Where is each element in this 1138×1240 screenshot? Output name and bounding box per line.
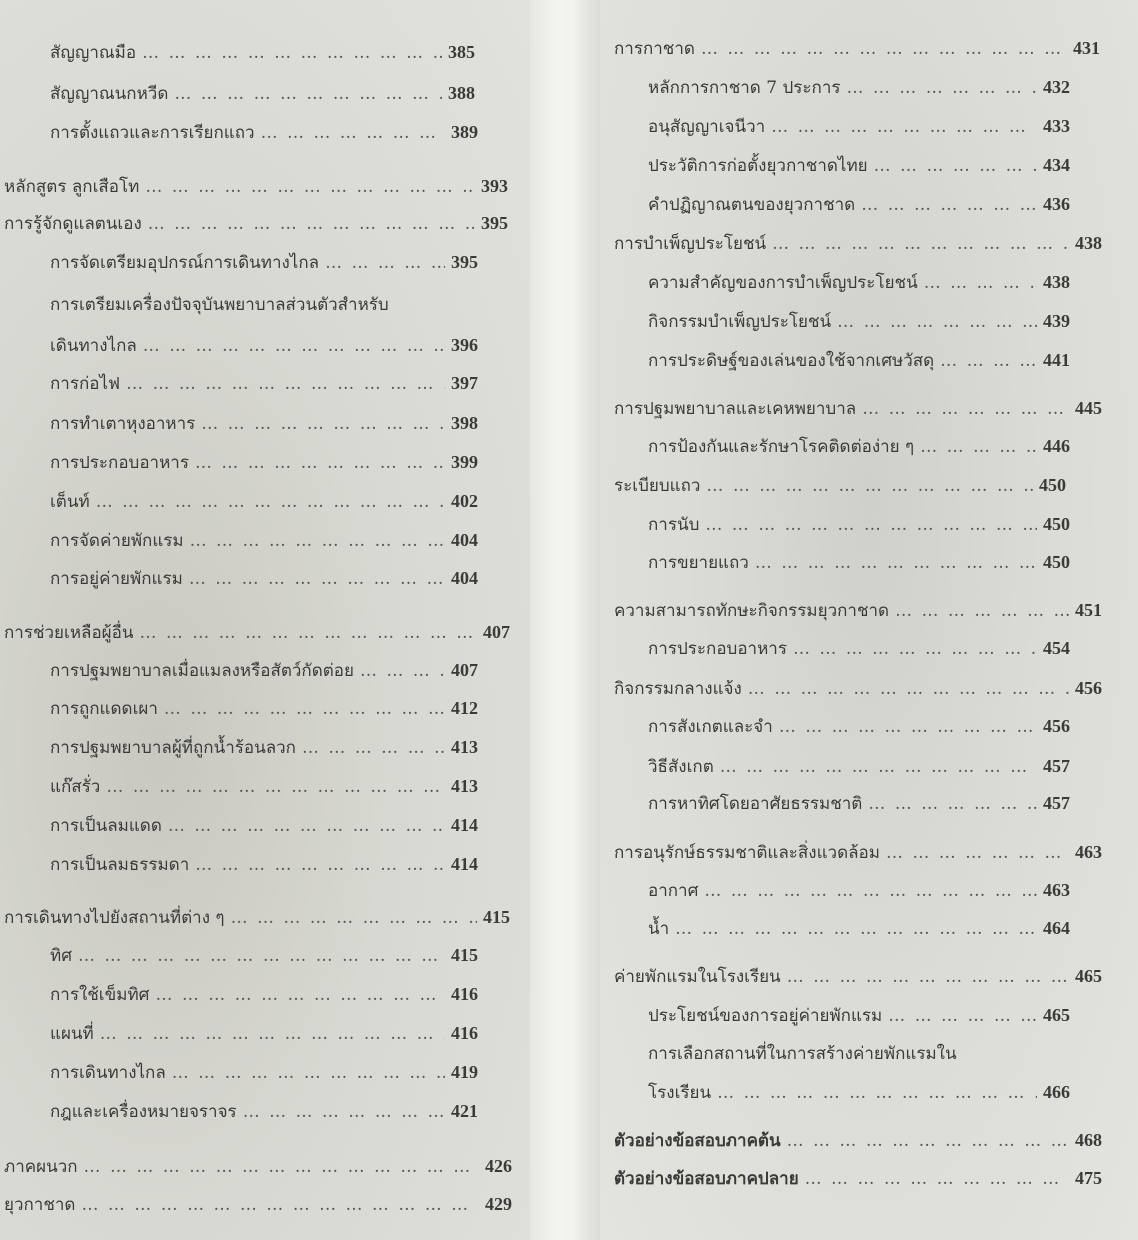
toc-entry-page-number: 454: [1043, 638, 1070, 658]
toc-entry-title: การเป็นลมธรรมดา: [50, 855, 190, 875]
dot-leader: [145, 173, 475, 201]
toc-entry-title: ประวัติการก่อตั้งยุวกาชาดไทย: [648, 156, 868, 176]
toc-entry-title: ค่ายพักแรมในโรงเรียน: [614, 967, 781, 987]
toc-entry-page-number: 416: [451, 1023, 478, 1043]
toc-entry: [614, 229, 1102, 257]
toc-entry: [50, 526, 478, 554]
toc-entry-page-number: 396: [451, 335, 478, 355]
toc-entry-title: การทำเตาหุงอาหาร: [50, 414, 196, 434]
toc-entry-title: การเป็นลมแดด: [50, 816, 162, 836]
toc-entry-title: การจัดค่ายพักแรม: [50, 531, 184, 551]
toc-entry: [614, 962, 1102, 990]
toc-entry-title: สัญญาณนกหวีด: [50, 84, 169, 104]
toc-entry: [614, 34, 1100, 62]
dot-leader: [126, 370, 445, 398]
toc-entry-title: ภาคผนวก: [4, 1157, 78, 1177]
dot-leader: [78, 942, 445, 970]
toc-entry-title: การจัดเตรียมอุปกรณ์การเดินทางไกล: [50, 253, 320, 273]
toc-entry-title: ระเบียบแถว: [614, 476, 701, 496]
dot-leader: [861, 191, 1037, 219]
dot-leader: [325, 249, 445, 277]
toc-entry-title: การเดินทางไกล: [50, 1063, 166, 1083]
toc-entry-title: การเตรียมเครื่องปัจจุบันพยาบาลส่วนตัวสำหรับ: [50, 295, 389, 315]
toc-entry-title: ยุวกาชาด: [4, 1195, 76, 1215]
toc-entry: [50, 38, 475, 66]
dot-leader: [924, 269, 1037, 297]
dot-leader: [862, 395, 1069, 423]
toc-entry-title: การปฐมพยาบาลผู้ที่ถูกน้ำร้อนลวก: [50, 738, 296, 758]
toc-entry-title: ความสามารถทักษะกิจกรรมยุวกาชาด: [614, 601, 890, 621]
toc-entry-title: การประกอบอาหาร: [648, 639, 787, 659]
toc-entry-page-number: 398: [451, 413, 478, 433]
toc-entry-page-number: 438: [1075, 233, 1102, 253]
toc-entry-title: ทิศ: [50, 946, 72, 966]
toc-entry: [4, 618, 510, 646]
toc-entry: [648, 190, 1070, 218]
toc-entry-title: อนุสัญญาเจนีวา: [648, 117, 766, 137]
toc-entry: [614, 394, 1102, 422]
toc-entry-page-number: 414: [451, 854, 478, 874]
toc-entry: [648, 151, 1070, 179]
toc-entry-page-number: 450: [1043, 552, 1070, 572]
dot-leader: [772, 230, 1069, 258]
toc-entry: [648, 548, 1070, 576]
toc-entry-page-number: 421: [451, 1101, 478, 1121]
toc-entry: [648, 1078, 1070, 1106]
dot-leader: [189, 565, 445, 593]
toc-entry-title: การนับ: [648, 515, 700, 535]
toc-entry: [4, 1152, 512, 1180]
toc-entry: [50, 118, 478, 146]
dot-leader: [787, 1127, 1069, 1155]
toc-entry-title: การขยายแถว: [648, 553, 749, 573]
toc-entry-title: ประโยชน์ของการอยู่ค่ายพักแรม: [648, 1006, 883, 1026]
toc-entry-page-number: 429: [485, 1194, 512, 1214]
toc-entry: [50, 941, 478, 969]
toc-entry: [50, 248, 478, 276]
toc-entry-page-number: 475: [1075, 1168, 1102, 1188]
dot-leader: [704, 877, 1037, 905]
dot-leader: [148, 210, 475, 238]
dot-leader: [888, 1002, 1037, 1030]
toc-entry-page-number: 465: [1043, 1005, 1070, 1025]
toc-entry-title: ความสำคัญของการบำเพ็ญประโยชน์: [648, 273, 918, 293]
toc-entry-page-number: 465: [1075, 966, 1102, 986]
toc-entry-page-number: 399: [451, 452, 478, 472]
toc-entry: [4, 172, 508, 200]
toc-entry-title: วิธีสังเกต: [648, 757, 714, 777]
toc-entry: [614, 838, 1102, 866]
toc-entry-title: การประกอบอาหาร: [50, 453, 189, 473]
dot-leader: [195, 851, 445, 879]
toc-entry-title: การตั้งแถวและการเรียกแถว: [50, 123, 255, 143]
toc-entry-page-number: 385: [448, 42, 475, 62]
toc-entry: [648, 1001, 1070, 1029]
toc-entry-title: การอยู่ค่ายพักแรม: [50, 569, 183, 589]
toc-entry: [50, 1097, 478, 1125]
toc-entry: [648, 1040, 1000, 1068]
toc-entry-page-number: 438: [1043, 272, 1070, 292]
dot-leader: [895, 597, 1069, 625]
toc-entry-page-number: 436: [1043, 194, 1070, 214]
toc-entry-page-number: 433: [1043, 116, 1070, 136]
toc-entry-page-number: 457: [1043, 756, 1070, 776]
toc-entry-page-number: 404: [451, 568, 478, 588]
dot-leader: [805, 1165, 1069, 1193]
dot-leader: [100, 1020, 445, 1048]
dot-leader: [155, 981, 445, 1009]
toc-entry-page-number: 434: [1043, 155, 1070, 175]
toc-entry-title: เต็นท์: [50, 492, 90, 512]
toc-entry-title: ตัวอย่างข้อสอบภาคต้น: [614, 1131, 781, 1151]
toc-entry-page-number: 450: [1043, 514, 1070, 534]
toc-entry: [50, 487, 478, 515]
toc-entry-title: การใช้เข็มทิศ: [50, 985, 150, 1005]
toc-entry: [50, 409, 478, 437]
toc-entry-title: โรงเรียน: [648, 1083, 712, 1103]
toc-entry: [50, 564, 478, 592]
dot-leader: [139, 619, 477, 647]
toc-entry-title: การเดินทางไปยังสถานที่ต่าง ๆ: [4, 908, 225, 928]
toc-entry-title: หลักการกาชาด 7 ประการ: [648, 78, 841, 98]
toc-entry: [648, 73, 1070, 101]
dot-leader: [748, 675, 1069, 703]
toc-entry-page-number: 464: [1043, 918, 1070, 938]
toc-entry-page-number: 413: [451, 737, 478, 757]
dot-leader: [847, 74, 1038, 102]
toc-entry-page-number: 463: [1075, 842, 1102, 862]
toc-entry-title: การกาชาด: [614, 39, 695, 59]
toc-entry: [50, 811, 478, 839]
toc-entry: [50, 980, 478, 1008]
toc-entry-page-number: 426: [485, 1156, 512, 1176]
toc-entry-page-number: 463: [1043, 880, 1070, 900]
toc-entry: [50, 772, 478, 800]
toc-entry-title: การประดิษฐ์ของเล่นของใช้จากเศษวัสดุ: [648, 351, 935, 371]
dot-leader: [302, 734, 445, 762]
toc-entry-page-number: 389: [451, 122, 478, 142]
dot-leader: [143, 332, 445, 360]
toc-entry: [648, 432, 1070, 460]
dot-leader: [787, 963, 1069, 991]
dot-leader: [837, 308, 1037, 336]
book-gutter: [530, 0, 600, 1240]
dot-leader: [243, 1098, 445, 1126]
toc-entry: [50, 850, 478, 878]
toc-entry: [50, 369, 478, 397]
toc-entry: [614, 1126, 1102, 1154]
toc-entry-page-number: 466: [1043, 1082, 1070, 1102]
toc-entry-page-number: 416: [451, 984, 478, 1004]
toc-entry-page-number: 388: [448, 83, 475, 103]
toc-entry-page-number: 395: [481, 213, 508, 233]
toc-entry-title: การก่อไฟ: [50, 374, 121, 394]
dot-leader: [106, 773, 445, 801]
toc-entry: [648, 268, 1070, 296]
toc-entry-page-number: 404: [451, 530, 478, 550]
toc-entry-page-number: 407: [451, 660, 478, 680]
dot-leader: [793, 635, 1037, 663]
toc-entry-page-number: 456: [1043, 716, 1070, 736]
toc-entry-title: หลักสูตร ลูกเสือโท: [4, 177, 140, 197]
dot-leader: [84, 1153, 479, 1181]
dot-leader: [190, 527, 445, 555]
toc-entry: [50, 1058, 478, 1086]
toc-entry-page-number: 446: [1043, 436, 1070, 456]
toc-entry: [648, 634, 1070, 662]
toc-entry: [648, 112, 1070, 140]
toc-entry: [648, 789, 1070, 817]
toc-entry: [50, 694, 478, 722]
toc-entry-title: การรู้จักดูแลตนเอง: [4, 214, 142, 234]
toc-entry-title: ตัวอย่างข้อสอบภาคปลาย: [614, 1169, 799, 1189]
toc-entry-page-number: 415: [483, 907, 510, 927]
toc-entry: [614, 674, 1102, 702]
toc-entry-title: การปฐมพยาบาลเมื่อแมลงหรือสัตว์กัดต่อย: [50, 661, 354, 681]
toc-entry-title: น้ำ: [648, 919, 670, 939]
dot-leader: [142, 39, 442, 67]
toc-entry: [648, 752, 1070, 780]
dot-leader: [779, 713, 1037, 741]
toc-entry-page-number: 415: [451, 945, 478, 965]
dot-leader: [231, 904, 477, 932]
toc-entry-title: การถูกแดดเผา: [50, 699, 158, 719]
toc-entry: [648, 510, 1070, 538]
toc-entry-title: กิจกรรมกลางแจ้ง: [614, 679, 742, 699]
toc-entry: [50, 733, 478, 761]
toc-entry: [50, 291, 440, 319]
dot-leader: [755, 549, 1037, 577]
dot-leader: [920, 433, 1037, 461]
toc-entry-title: การอนุรักษ์ธรรมชาติและสิ่งแวดล้อม: [614, 843, 880, 863]
toc-entry-page-number: 457: [1043, 793, 1070, 813]
toc-entry-title: แผนที่: [50, 1024, 94, 1044]
dot-leader: [172, 1059, 445, 1087]
toc-entry: [614, 1164, 1102, 1192]
toc-entry-page-number: 441: [1043, 350, 1070, 370]
dot-leader: [701, 35, 1067, 63]
toc-entry-title: คำปฏิญาณตนของยุวกาชาด: [648, 195, 856, 215]
toc-entry-title: แก๊สรั่ว: [50, 777, 101, 797]
toc-entry: [50, 331, 478, 359]
dot-leader: [717, 1079, 1037, 1107]
toc-entry-page-number: 397: [451, 373, 478, 393]
toc-entry-page-number: 412: [451, 698, 478, 718]
toc-entry: [648, 712, 1070, 740]
dot-leader: [771, 113, 1037, 141]
dot-leader: [164, 695, 445, 723]
dot-leader: [874, 152, 1037, 180]
toc-entry-title: การป้องกันและรักษาโรคติดต่อง่าย ๆ: [648, 437, 915, 457]
toc-entry: [648, 876, 1070, 904]
toc-entry-title: กฎและเครื่องหมายจราจร: [50, 1102, 237, 1122]
toc-entry: [50, 79, 475, 107]
toc-entry-title: เดินทางไกล: [50, 336, 137, 356]
toc-entry-title: การปฐมพยาบาลและเคหพยาบาล: [614, 399, 857, 419]
toc-entry-title: สัญญาณมือ: [50, 43, 137, 63]
toc-entry: [50, 448, 478, 476]
toc-entry-page-number: 432: [1043, 77, 1070, 97]
dot-leader: [706, 472, 1033, 500]
toc-entry: [614, 471, 1066, 499]
toc-entry-page-number: 407: [483, 622, 510, 642]
toc-entry: [648, 307, 1070, 335]
toc-entry: [648, 346, 1070, 374]
toc-entry-page-number: 414: [451, 815, 478, 835]
dot-leader: [174, 80, 442, 108]
dot-leader: [195, 449, 445, 477]
dot-leader: [261, 119, 445, 147]
toc-entry-page-number: 445: [1075, 398, 1102, 418]
dot-leader: [168, 812, 445, 840]
dot-leader: [675, 915, 1037, 943]
toc-entry-page-number: 468: [1075, 1130, 1102, 1150]
toc-entry: [4, 209, 508, 237]
dot-leader: [201, 410, 445, 438]
toc-entry-page-number: 402: [451, 491, 478, 511]
dot-leader: [886, 839, 1069, 867]
toc-entry-title: การสังเกตและจำ: [648, 717, 773, 737]
toc-entry-title: การหาทิศโดยอาศัยธรรมชาติ: [648, 794, 863, 814]
toc-entry-page-number: 395: [451, 252, 478, 272]
dot-leader: [96, 488, 445, 516]
toc-entry-page-number: 431: [1073, 38, 1100, 58]
toc-entry: [614, 596, 1102, 624]
dot-leader: [360, 657, 445, 685]
toc-entry-title: การเลือกสถานที่ในการสร้างค่ายพักแรมใน: [648, 1044, 957, 1064]
toc-entry-page-number: 456: [1075, 678, 1102, 698]
toc-entry: [50, 656, 478, 684]
dot-leader: [81, 1191, 479, 1219]
dot-leader: [868, 790, 1037, 818]
toc-entry: [4, 1190, 512, 1218]
dot-leader: [705, 511, 1037, 539]
toc-entry: [4, 903, 510, 931]
toc-entry-title: การช่วยเหลือผู้อื่น: [4, 623, 134, 643]
toc-entry-title: การบำเพ็ญประโยชน์: [614, 234, 767, 254]
toc-entry: [50, 1019, 478, 1047]
toc-entry-page-number: 450: [1039, 475, 1066, 495]
toc-entry-page-number: 419: [451, 1062, 478, 1082]
dot-leader: [720, 753, 1037, 781]
toc-entry-page-number: 413: [451, 776, 478, 796]
toc-entry-page-number: 451: [1075, 600, 1102, 620]
toc-entry: [648, 914, 1070, 942]
toc-entry-title: กิจกรรมบำเพ็ญประโยชน์: [648, 312, 832, 332]
dot-leader: [940, 347, 1037, 375]
toc-entry-page-number: 439: [1043, 311, 1070, 331]
toc-entry-title: อากาศ: [648, 881, 699, 901]
toc-entry-page-number: 393: [481, 176, 508, 196]
